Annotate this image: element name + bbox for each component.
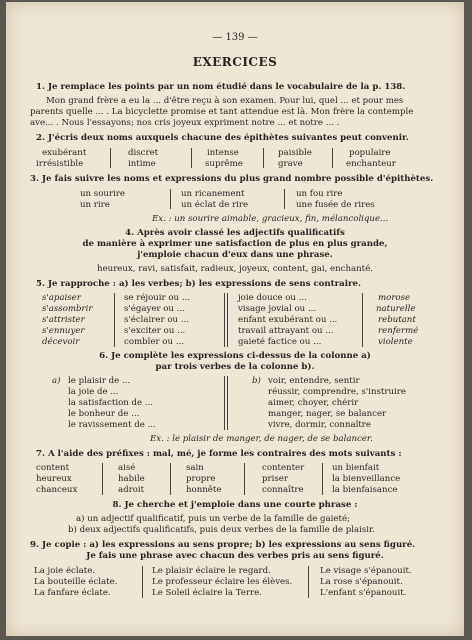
ex9-sentence: Le professeur éclaire les élèves. [152, 577, 293, 587]
ex7-question: 7. A l'aide des préfixes : mal, mé, je forme les contraires des mots suivants : [36, 449, 402, 459]
column-divider [224, 293, 225, 347]
ex5-verb: s'exciter ou ... [124, 326, 186, 336]
ex5-expression: rebutant [378, 315, 416, 325]
ex5-expression: morose [378, 293, 411, 303]
ex1-line: ave... . Nous l'essayons; nos cris joyeux expriment notre ... et notre ... . [30, 118, 340, 128]
book-page [6, 2, 464, 636]
ex7-word: la bienfaisance [332, 485, 398, 495]
ex6-question: 6. Je complète les expressions ci-dessus de la colonne a) [99, 351, 371, 361]
column-divider [362, 293, 363, 347]
ex3-question: 3. Je fais suivre les noms et expressions du plus grand nombre possible d'épithètes. [30, 174, 434, 184]
ex4-question: 4. Après avoir classé les adjectifs qualificatifs [125, 228, 345, 238]
column-divider [170, 463, 171, 495]
ex7-word: aisé [118, 463, 136, 473]
page-number: — 139 — [212, 32, 258, 43]
ex5-expression: enfant exubérant ou ... [238, 315, 338, 325]
ex2-word: populaire [349, 148, 391, 158]
column-divider [170, 189, 171, 209]
ex7-word: un bienfait [332, 463, 380, 473]
ex6-expression: la satisfaction de ... [68, 398, 154, 408]
ex7-word: content [36, 463, 70, 473]
ex6-question: par trois verbes de la colonne b). [155, 362, 315, 372]
ex6-expression: la joie de ... [68, 387, 119, 397]
ex4-question: j'emploie chacun d'eux dans une phrase. [137, 250, 333, 260]
ex5-expression: naturelle [376, 304, 416, 314]
ex1-line: Mon grand frère a eu la ... d'être reçu à son examen. Pour lui, quel ... et pour mes [46, 96, 404, 106]
column-divider [322, 463, 323, 495]
ex5-question: 5. Je rapproche : a) les verbes; b) les expressions de sens contraire. [36, 279, 361, 289]
ex5-verb: décevoir [42, 337, 80, 347]
ex2-word: suprême [205, 159, 243, 169]
ex9-sentence: Le visage s'épanouit. [320, 566, 412, 576]
ex3-noun: une fusée de rires [296, 200, 375, 210]
ex2-question: 2. J'écris deux noms auxquels chacune des épithètes suivantes peut convenir. [36, 133, 409, 143]
ex5-verb: s'apaiser [42, 293, 81, 303]
ex7-word: sain [186, 463, 204, 473]
ex8-item: b) deux adjectifs qualificatifs, puis deux verbes de la famille de plaisir. [68, 525, 375, 535]
ex4-question: de manière à exprimer une satisfaction de plus en plus grande, [82, 239, 388, 249]
ex5-verb: s'attrister [42, 315, 85, 325]
ex6-verbs: vivre, dormir, connaître [268, 420, 371, 430]
ex9-question: Je fais une phrase avec chacun des verbes pris au sens figuré. [86, 551, 384, 561]
ex9-sentence: L'enfant s'épanouit. [320, 588, 407, 598]
ex1-line: parents quelle ... . La bicyclette promise et tant attendue est là. Mon frère la contemple [30, 107, 414, 117]
column-divider [191, 148, 192, 168]
ex5-verb: combler ou ... [124, 337, 184, 347]
ex7-word: honnête [186, 485, 222, 495]
ex2-word: intense [207, 148, 239, 158]
ex5-verb: s'assombrir [42, 304, 93, 314]
ex1-question: 1. Je remplace les points par un nom étudié dans le vocabulaire de la p. 138. [36, 82, 406, 92]
ex6-expression: le bonheur de ... [68, 409, 140, 419]
ex4-adjectives: heureux, ravi, satisfait, radieux, joyeux, content, gai, enchanté. [97, 264, 373, 274]
ex2-word: irrésistible [36, 159, 84, 169]
column-divider [110, 148, 111, 168]
ex9-sentence: Le plaisir éclaire le regard. [152, 566, 271, 576]
column-divider [227, 376, 228, 430]
column-divider [224, 376, 225, 430]
ex8-item: a) un adjectif qualificatif, puis un verbe de la famille de gaieté; [76, 514, 350, 524]
ex9-sentence: La fanfare éclate. [34, 588, 111, 598]
ex6-verbs: aimer, choyer, chérir [268, 398, 359, 408]
ex3-noun: un éclat de rire [181, 200, 249, 210]
ex2-word: exubérant [42, 148, 87, 158]
ex5-expression: renfermé [378, 326, 419, 336]
ex9-sentence: La bouteille éclate. [34, 577, 118, 587]
ex2-word: intime [128, 159, 156, 169]
ex7-word: chanceux [36, 485, 78, 495]
column-divider [284, 189, 285, 209]
ex2-word: paisible [278, 148, 312, 158]
ex7-word: priser [262, 474, 288, 484]
column-divider [114, 293, 115, 347]
page-title: EXERCICES [192, 55, 278, 69]
column-divider [263, 148, 264, 168]
ex5-verb: s'éclairer ou ... [124, 315, 189, 325]
ex7-word: connaître [262, 485, 304, 495]
ex7-word: habile [118, 474, 145, 484]
ex7-word: heureux [36, 474, 72, 484]
ex8-question: 8. Je cherche et j'emploie dans une courte phrase : [112, 500, 358, 510]
ex5-expression: joie douce ou ... [238, 293, 307, 303]
ex6-col-b-label: b) [252, 376, 261, 386]
ex7-word: contenter [262, 463, 305, 473]
column-divider [102, 463, 103, 495]
ex5-verb: s'ennuyer [42, 326, 85, 336]
ex5-expression: travail attrayant ou ... [238, 326, 334, 336]
ex5-verb: s'égayer ou ... [124, 304, 185, 314]
ex5-verb: se réjouir ou ... [124, 293, 191, 303]
ex6-expression: le plaisir de ... [68, 376, 131, 386]
ex3-example: Ex. : un sourire aimable, gracieux, fin, mélancolique... [152, 214, 389, 224]
ex2-word: discret [128, 148, 159, 158]
ex3-noun: un ricanement [181, 189, 245, 199]
ex9-sentence: La rose s'épanouit. [320, 577, 403, 587]
column-divider [142, 566, 143, 598]
ex6-example: Ex. : le plaisir de manger, de nager, de se balancer. [150, 434, 373, 444]
ex7-word: propre [186, 474, 216, 484]
column-divider [332, 148, 333, 168]
column-divider [227, 293, 228, 347]
ex5-expression: violente [378, 337, 413, 347]
ex9-sentence: La joie éclate. [34, 566, 96, 576]
column-divider [244, 463, 245, 495]
column-divider [308, 566, 309, 598]
ex3-noun: un sourire [80, 189, 125, 199]
ex3-noun: un fou rire [296, 189, 343, 199]
ex6-verbs: réussir, comprendre, s'instruire [268, 387, 406, 397]
ex7-word: la bienveillance [332, 474, 401, 484]
ex2-word: grave [278, 159, 303, 169]
ex2-word: enchanteur [346, 159, 396, 169]
ex6-verbs: voir, entendre, sentir [268, 376, 360, 386]
ex6-expression: le ravissement de ... [68, 420, 156, 430]
ex3-noun: un rire [80, 200, 110, 210]
ex6-verbs: manger, nager, se balancer [268, 409, 387, 419]
ex5-expression: visage jovial ou ... [238, 304, 317, 314]
ex9-sentence: Le Soleil éclaire la Terre. [152, 588, 262, 598]
ex6-col-a-label: a) [52, 376, 61, 386]
ex7-word: adroit [118, 485, 145, 495]
ex5-expression: gaieté factice ou ... [238, 337, 322, 347]
ex9-question: 9. Je copie : a) les expressions au sens propre; b) les expressions au sens figuré. [30, 540, 416, 550]
